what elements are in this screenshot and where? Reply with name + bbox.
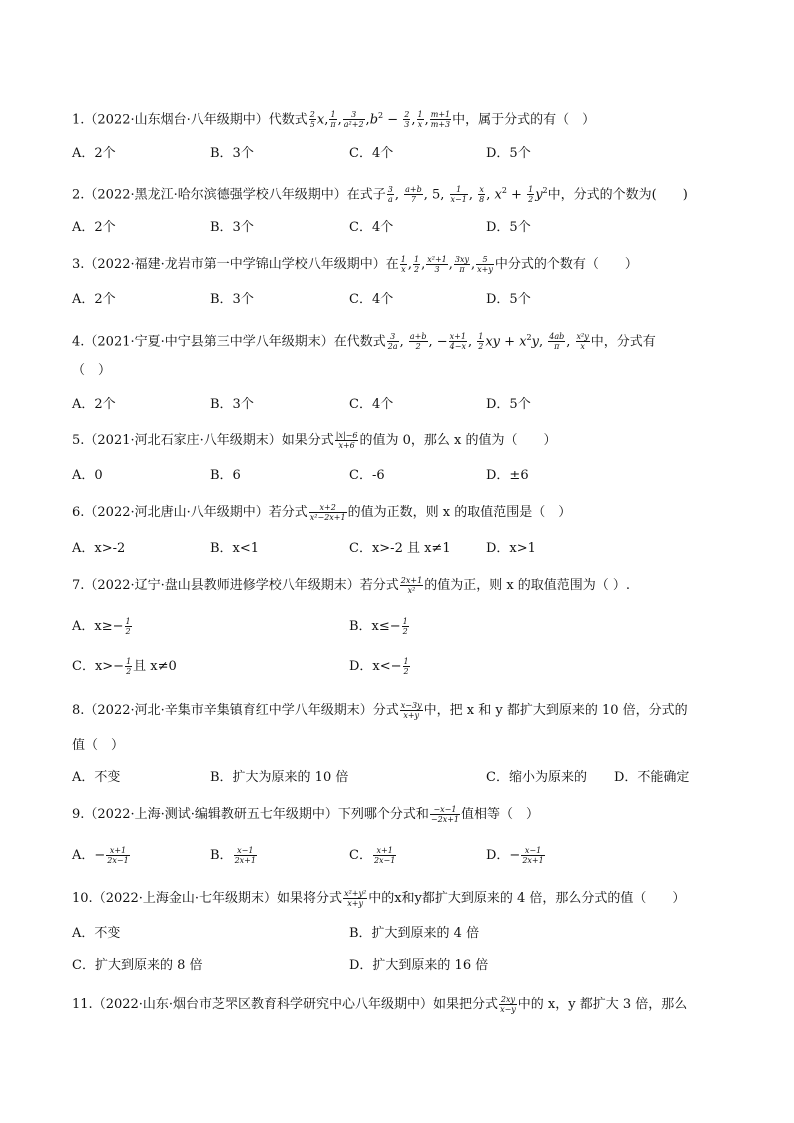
options-4: A．2个 B．3个 C．4个 D．5个 — [72, 397, 531, 412]
options-1: A．2个 B．3个 C．4个 D．5个 — [72, 146, 531, 161]
options-10-row1: A．不变 B．扩大到原来的 4 倍 — [72, 926, 480, 941]
options-8: A．不变 B．扩大为原来的 10 倍 C．缩小为原来的 D．不能确定 — [72, 770, 690, 785]
question-2: 2.（2022·黑龙江·哈尔滨德强学校八年级期中）在式子 $\frac{3}{a}$ , $\frac{a+b}{7}$ , 5, $\frac{1}{x-1}$ , $\frac{x}{8}$ , $x^2$ + $\frac{1}{2}$ $y^2$中，分式的个数为( ) — [72, 185, 688, 205]
question-4-cont: （ ） — [72, 363, 112, 378]
question-6: 6.（2022·河北唐山·八年级期中）若分式 $\frac{x+2}{\text{x²−2x+1}}$ 的值为正数，则 x 的取值范围是（ ） — [72, 503, 572, 522]
question-1: 1.（2022·山东烟台·八年级期中）代数式 $\frac{2}{5}$ x, $\frac{1}{\pi}$ , $\frac{3}{\text{a²+2}}$ $,b^2$ − $\frac{2}{3}$ , $\frac{1}{x}$ , $\frac{m+1}{m+3}$ 中，属于分式的有（ ） — [72, 110, 596, 130]
options-3: A．2个 B．3个 C．4个 D．5个 — [72, 292, 531, 307]
options-2: A．2个 B．3个 C．4个 D．5个 — [72, 220, 531, 235]
question-7: 7.（2022·辽宁·盘山县教师进修学校八年级期末）若分式 $\frac{2x+1}{\text{x²}}$ 的值为正，则 x 的取值范围为（ ）. — [72, 576, 631, 595]
question-10: 10.（2022·上海金山·七年级期末）如果将分式 $\frac{\text{x²+y²}}{x+y}$ 中的x和y都扩大到原来的 4 倍，那么分式的值（ ） — [72, 889, 686, 908]
question-8-cont: 值（ ） — [72, 738, 125, 753]
question-3: 3.（2022·福建·龙岩市第一中学锦山学校八年级期中）在 $\frac{1}{x}$ , $\frac{1}{2}$ , $\frac{\text{x²+1}}{3}$ , $\frac{3xy}{\pi}$ , $\frac{5}{x+y}$ 中分式的个数有（ ） — [72, 255, 638, 274]
options-6: A．x>-2 B．x<1 C．x>-2 且 x≠1 D．x>1 — [72, 541, 536, 556]
options-5: A．0 B．6 C．-6 D．±6 — [72, 468, 529, 483]
options-7-row2: C．x>− $\frac{1}{2}$ 且 x≠0 D．x<− $\frac{1}{2}$ — [72, 657, 409, 676]
question-5: 5.（2021·河北石家庄·八年级期末）如果分式 $\frac{|x|-6}{x+6}$ 的值为 0，那么 x 的值为（ ） — [72, 431, 557, 450]
question-9: 9.（2022·上海·测试·编辑教研五七年级期中）下列哪个分式和 $\frac{-x-1}{-2x+1}$ 值相等（ ） — [72, 805, 540, 824]
question-8: 8.（2022·河北·辛集市辛集镇育红中学八年级期末）分式 $\frac{x-3y}{x+y}$ 中，把 x 和 y 都扩大到原来的 10 倍，分式的 — [72, 701, 688, 720]
options-9: A．− $\frac{x+1}{2x-1}$ B． $\frac{x-1}{2x+1}$ C． $\frac{x+1}{2x-1}$ D．− $\frac{x-1}{2x+1}$ — [72, 846, 544, 865]
question-11: 11.（2022·山东·烟台市芝罘区教育科学研究中心八年级期中）如果把分式 $\frac{2xy}{x-y}$ 中的 x，y 都扩大 3 倍，那么 — [72, 995, 688, 1014]
options-7-row1: A．x≥− $\frac{1}{2}$ B．x≤− $\frac{1}{2}$ — [72, 617, 408, 636]
question-4: 4.（2021·宁夏·中宁县第三中学八年级期末）在代数式 $\frac{3}{2a}$ , $\frac{a+b}{2}$ , − $\frac{x+1}{4-x}$ , $\frac{1}{2}$ xy + $x^2y$, $\frac{4ab}{\pi}$ , $\frac{\text{x²y}}{x}$ 中，分式有 — [72, 332, 656, 352]
options-10-row2: C．扩大到原来的 8 倍 D．扩大到原来的 16 倍 — [72, 958, 489, 973]
